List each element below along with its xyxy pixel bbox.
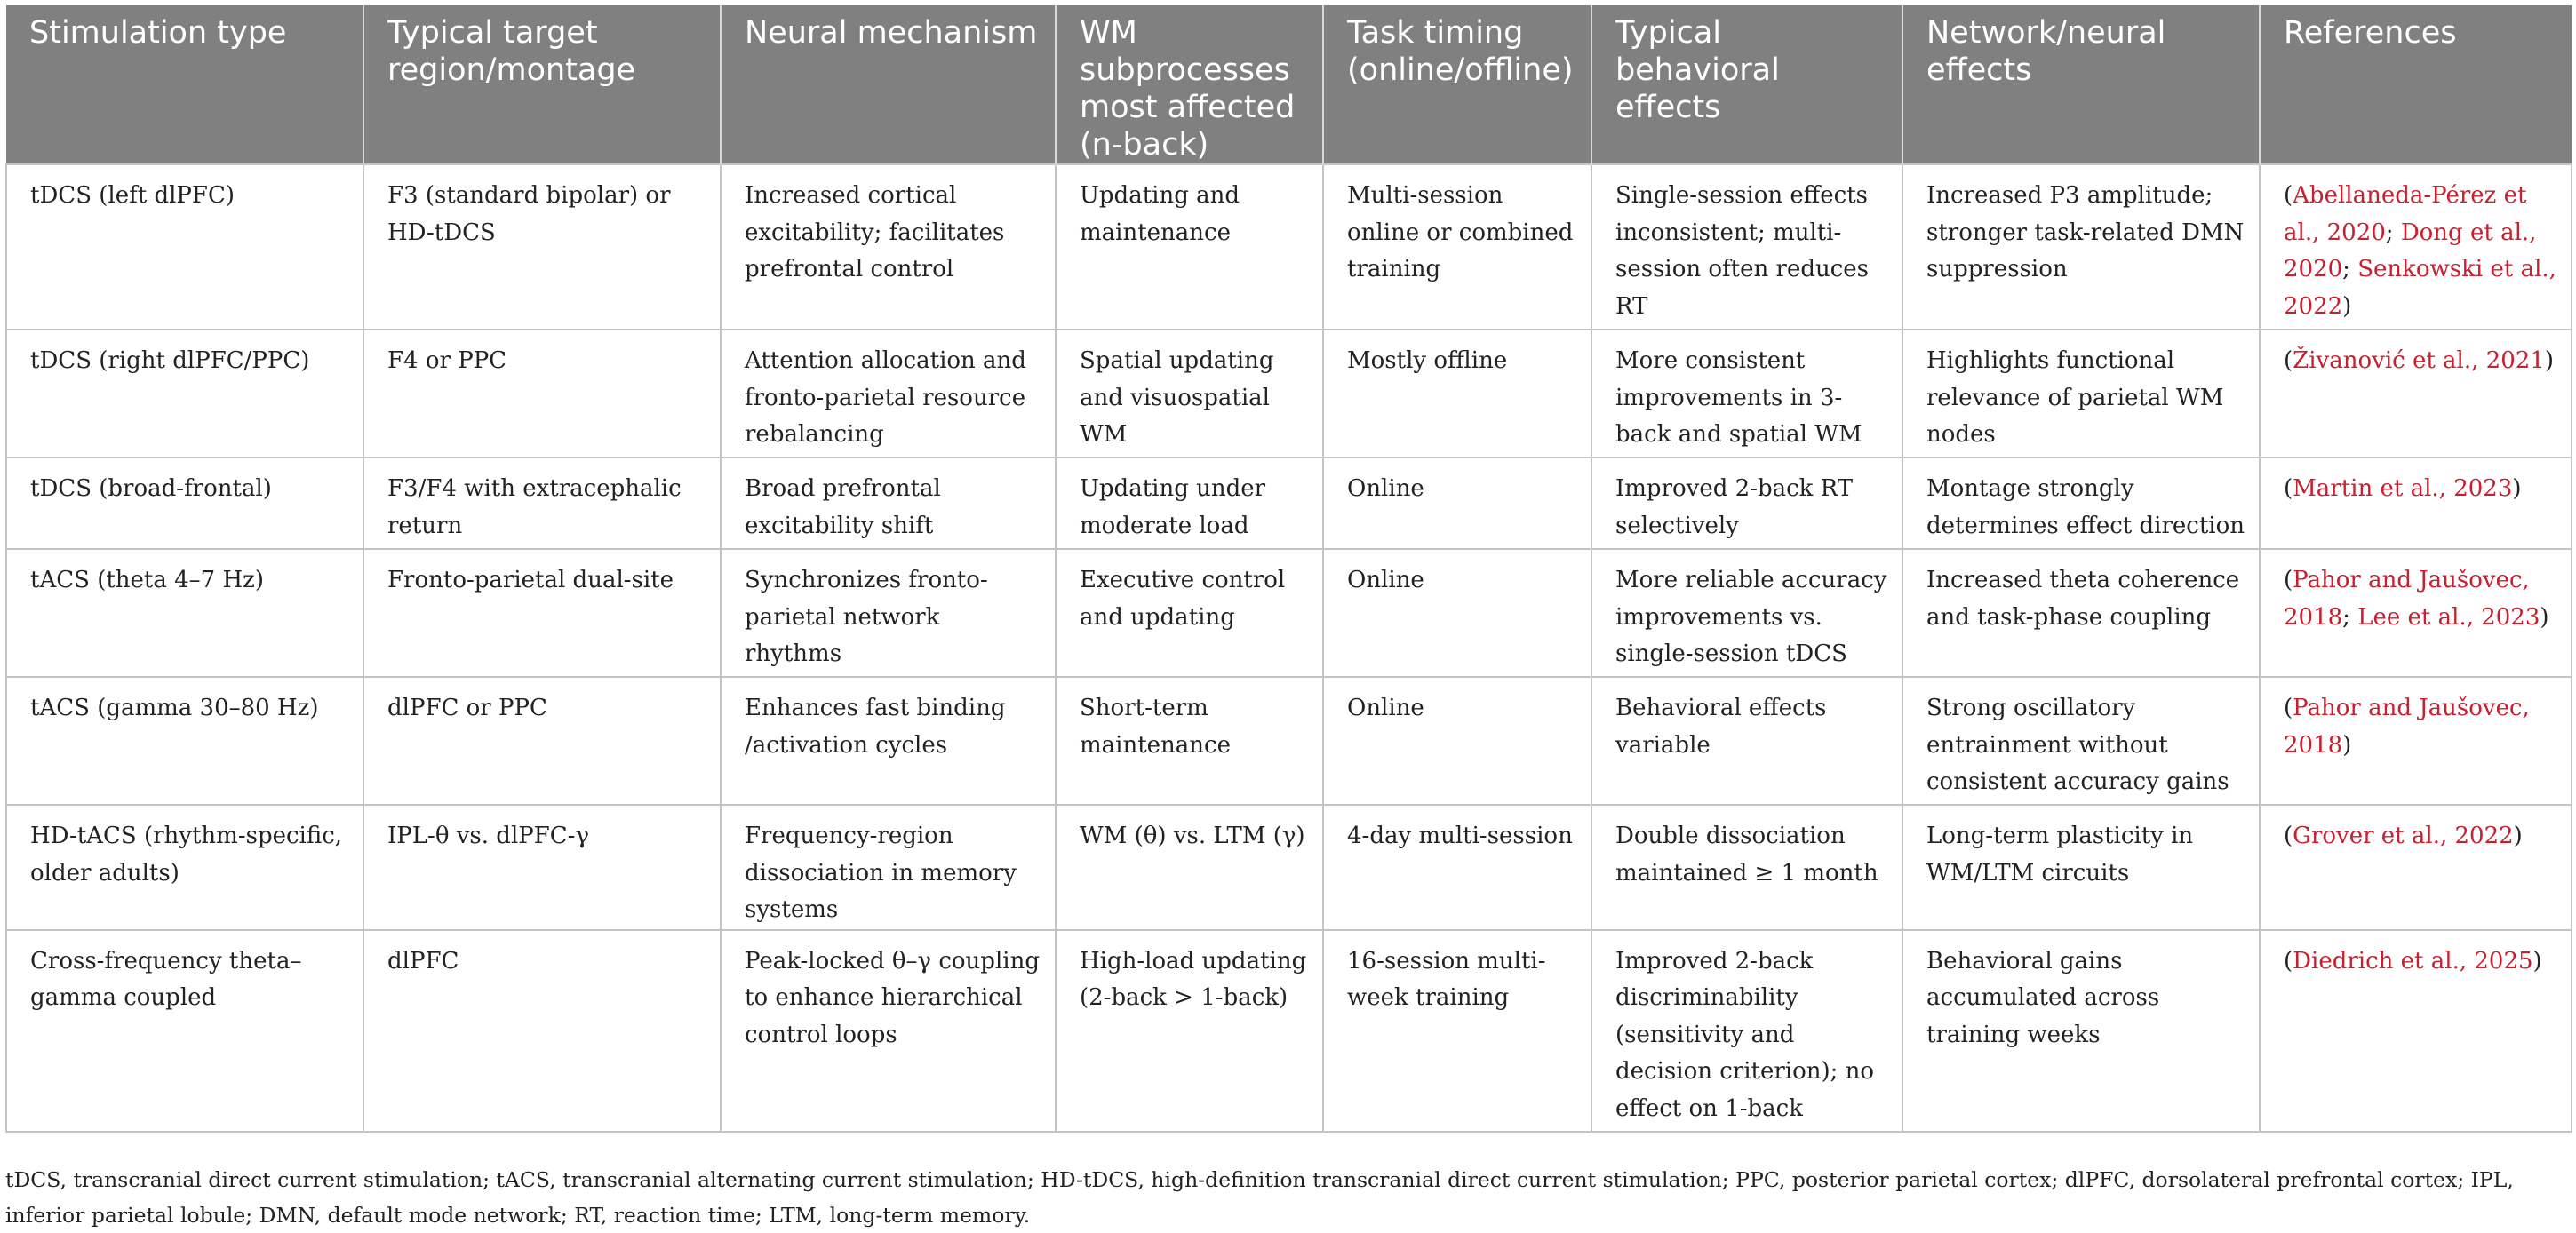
cell-references: (Abellaneda-Pérez et al., 2020; Dong et al., 2020; Senkowski et al., 2022) (2260, 164, 2572, 330)
cell-wm-subprocesses: Updating and maintenance (1056, 164, 1323, 330)
header-network-effects: Network/neural effects (1902, 5, 2260, 164)
reference-link[interactable]: Abellaneda-Pérez et al., 2020 (2284, 182, 2527, 246)
cell-target-region: F4 or PPC (363, 330, 721, 457)
cell-behavioral-effects: Improved 2-back RT selectively (1591, 457, 1902, 549)
reference-link[interactable]: Dong et al., 2020 (2284, 219, 2537, 282)
cell-behavioral-effects: More consistent improvements in 3-back and spatial WM (1591, 330, 1902, 457)
cell-references: (Martin et al., 2023) (2260, 457, 2572, 549)
cell-wm-subprocesses: Executive control and updating (1056, 549, 1323, 677)
cell-task-timing: Online (1323, 549, 1591, 677)
cell-behavioral-effects: More reliable accuracy improvements vs. single-session tDCS (1591, 549, 1902, 677)
table-row (6, 164, 2572, 330)
cell-stimulation-type: tACS (theta 4–7 Hz) (6, 549, 363, 677)
reference-link[interactable]: Lee et al., 2023 (2357, 603, 2540, 631)
cell-task-timing: Mostly offline (1323, 330, 1591, 457)
cell-network-effects: Increased P3 amplitude; stronger task-related DMN suppression (1902, 164, 2260, 330)
cell-stimulation-type: tDCS (broad-frontal) (6, 457, 363, 549)
cell-references: (Pahor and Jaušovec, 2018; Lee et al., 2023) (2260, 549, 2572, 677)
cell-stimulation-type: Cross-frequency theta–gamma coupled (6, 930, 363, 1132)
comparison-table (5, 5, 2572, 1133)
cell-references: (Grover et al., 2022) (2260, 805, 2572, 930)
reference-link[interactable]: Pahor and Jaušovec, 2018 (2284, 567, 2530, 631)
table-footnote: tDCS, transcranial direct current stimulation; tACS, transcranial alternating current stimulation; HD-tDCS, high-definition transcranial direct current stimulation; PPC, posterior parietal cortex; dlPFC, dorsolateral prefrontal cortex; IPL, inferior parietal lobule; DMN, default mode network; RT, reaction time; LTM, long-term memory. (5, 1167, 2514, 1228)
cell-stimulation-type: tDCS (right dlPFC/PPC) (6, 330, 363, 457)
cell-network-effects: Long-term plasticity in WM/LTM circuits (1902, 805, 2260, 930)
reference-link[interactable]: Pahor and Jaušovec, 2018 (2284, 695, 2530, 759)
cell-neural-mechanism: Increased cortical excitability; facilitates prefrontal control (721, 164, 1056, 330)
cell-neural-mechanism: Synchronizes fronto-parietal network rhythms (721, 549, 1056, 677)
cell-behavioral-effects: Improved 2-back discriminability (sensitivity and decision criterion); no effect on 1-back (1591, 930, 1902, 1132)
cell-neural-mechanism: Enhances fast binding /activation cycles (721, 677, 1056, 805)
cell-neural-mechanism: Attention allocation and fronto-parietal resource rebalancing (721, 330, 1056, 457)
cell-task-timing: 4-day multi-session (1323, 805, 1591, 930)
cell-wm-subprocesses: High-load updating (2-back > 1-back) (1056, 930, 1323, 1132)
cell-target-region: F3/F4 with extracephalic return (363, 457, 721, 549)
cell-wm-subprocesses: Spatial updating and visuospatial WM (1056, 330, 1323, 457)
table-row (6, 930, 2572, 1132)
cell-stimulation-type: tDCS (left dlPFC) (6, 164, 363, 330)
reference-link[interactable]: Živanović et al., 2021 (2293, 347, 2545, 374)
cell-references: (Živanović et al., 2021) (2260, 330, 2572, 457)
header-stimulation-type: Stimulation type (6, 5, 363, 164)
cell-task-timing: 16-session multi-week training (1323, 930, 1591, 1132)
header-task-timing: Task timing (online/offline) (1323, 5, 1591, 164)
cell-target-region: F3 (standard bipolar) or HD-tDCS (363, 164, 721, 330)
cell-target-region: dlPFC (363, 930, 721, 1132)
cell-neural-mechanism: Broad prefrontal excitability shift (721, 457, 1056, 549)
cell-wm-subprocesses: Short-term maintenance (1056, 677, 1323, 805)
cell-wm-subprocesses: Updating under moderate load (1056, 457, 1323, 549)
cell-network-effects: Highlights functional relevance of parietal WM nodes (1902, 330, 2260, 457)
cell-stimulation-type: tACS (gamma 30–80 Hz) (6, 677, 363, 805)
cell-task-timing: Multi-session online or combined training (1323, 164, 1591, 330)
cell-network-effects: Strong oscillatory entrainment without consistent accuracy gains (1902, 677, 2260, 805)
header-row (6, 5, 2572, 164)
cell-references: (Diedrich et al., 2025) (2260, 930, 2572, 1132)
header-neural-mechanism: Neural mechanism (721, 5, 1056, 164)
cell-neural-mechanism: Peak-locked θ–γ coupling to enhance hierarchical control loops (721, 930, 1056, 1132)
cell-behavioral-effects: Behavioral effects variable (1591, 677, 1902, 805)
cell-stimulation-type: HD-tACS (rhythm-specific, older adults) (6, 805, 363, 930)
cell-behavioral-effects: Single-session effects inconsistent; multi-session often reduces RT (1591, 164, 1902, 330)
table-row (6, 330, 2572, 457)
table-row (6, 549, 2572, 677)
header-target-region: Typical target region/montage (363, 5, 721, 164)
header-behavioral-effects: Typical behavioral effects (1591, 5, 1902, 164)
cell-task-timing: Online (1323, 677, 1591, 805)
header-wm-subprocesses: WM subprocesses most affected (n-back) (1056, 5, 1323, 164)
header-references: References (2260, 5, 2572, 164)
cell-target-region: dlPFC or PPC (363, 677, 721, 805)
reference-link[interactable]: Senkowski et al., 2022 (2284, 256, 2556, 320)
reference-link[interactable]: Diedrich et al., 2025 (2293, 947, 2533, 974)
cell-target-region: Fronto-parietal dual-site (363, 549, 721, 677)
cell-task-timing: Online (1323, 457, 1591, 549)
reference-link[interactable]: Martin et al., 2023 (2293, 475, 2513, 502)
cell-behavioral-effects: Double dissociation maintained ≥ 1 month (1591, 805, 1902, 930)
reference-link[interactable]: Grover et al., 2022 (2293, 823, 2514, 849)
cell-references: (Pahor and Jaušovec, 2018) (2260, 677, 2572, 805)
cell-network-effects: Increased theta coherence and task-phase coupling (1902, 549, 2260, 677)
cell-network-effects: Behavioral gains accumulated across training weeks (1902, 930, 2260, 1132)
cell-wm-subprocesses: WM (θ) vs. LTM (γ) (1056, 805, 1323, 930)
cell-neural-mechanism: Frequency-region dissociation in memory systems (721, 805, 1056, 930)
table-row (6, 805, 2572, 930)
table-row (6, 677, 2572, 805)
cell-network-effects: Montage strongly determines effect direction (1902, 457, 2260, 549)
cell-target-region: IPL-θ vs. dlPFC-γ (363, 805, 721, 930)
table-row (6, 457, 2572, 549)
